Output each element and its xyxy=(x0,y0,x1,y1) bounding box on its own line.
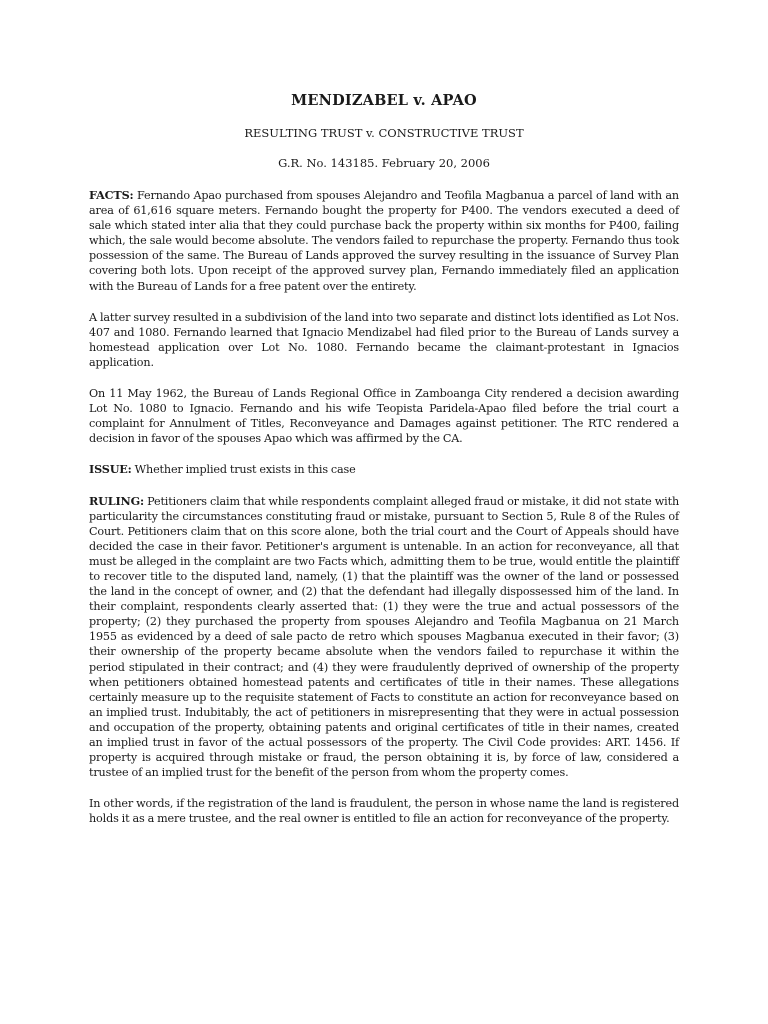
issue-label: ISSUE: xyxy=(89,462,132,477)
case-title: MENDIZABEL v. APAO xyxy=(291,92,477,109)
ruling-paragraph xyxy=(89,494,679,781)
ruling-label: RULING: xyxy=(89,493,145,508)
gr-number: G.R. No. 143185. February 20, 2006 xyxy=(278,156,490,170)
issue-text: Whether implied trust exists in this case xyxy=(131,463,356,477)
facts-text: Fernando Apao purchased from spouses Alejandro and Teofila Magbanua a parcel of land with an area of 61,616 square meters. Fernando bought the property for P400. The vendors executed a deed of sale which stated inter alia that they could purchase back the property within six months for P400, failing which, the sale would become absolute. The vendors failed to repurchase the property. Fernando thus took possession of the same. The Bureau of Lands approved the survey resulting in the issuance of Survey Plan covering both lots. Upon receipt of the approved survey plan, Fernando immediately filed an application with the Bureau of Lands for a free patent over the entirety. xyxy=(89,189,679,293)
case-subtitle: RESULTING TRUST v. CONSTRUCTIVE TRUST xyxy=(244,126,524,140)
facts-label: FACTS: xyxy=(89,188,134,202)
issue-paragraph xyxy=(89,462,679,477)
facts-paragraph xyxy=(89,188,679,294)
document-page xyxy=(89,92,679,842)
subdivision-paragraph: A latter survey resulted in a subdivision of the land into two separate and distinct lots identified as Lot Nos. 407 and 1080. Fernando learned that Ignacio Mendizabel had filed prior to the Bureau of Lands survey a homestead application over Lot No. 1080. Fernando became the claimant-protestant in Ignacios application. xyxy=(89,310,679,369)
ruling-text: Petitioners claim that while respondents complaint alleged fraud or mistake, it did not state with particularity the circumstances constituting fraud or mistake, pursuant to Section 5, Rule 8 of the Rules of Court. Petitioners claim that on this score alone, both the trial court and the Court of Appeals should have decided the case in their favor. Petitioner's argument is untenable. In an action for reconveyance, all that must be alleged in the complaint are two Facts which, admitting them to be true, would entitle the plaintiff to recover title to the disputed land, namely, (1) that the plaintiff was the owner of the land or possessed the land in the concept of owner, and (2) that the defendant had illegally dispossessed him of the land. In their complaint, respondents clearly asserted that: (1) they were the true and actual possessors of the property; (2) they purchased the property from spouses Alejandro and Teofila Magbanua on 21 March 1955 as evidenced by a deed of sale pacto de retro which spouses Magbanua executed in their favor; (3) their ownership of the property became absolute when the vendors failed to repurchase it within the period stipulated in their contract; and (4) they were fraudulently deprived of ownership of the property when petitioners obtained homestead patents and certificates of title in their names. These allegations certainly measure up to the requisite statement of Facts to constitute an action for reconveyance based on an implied trust. Indubitably, the act of petitioners in misrepresenting that they were in actual possession and occupation of the property, obtaining patents and original certificates of title in their names, created an implied trust in favor of the actual possessors of the property. The Civil Code provides: ART. 1456. If property is acquired through mistake or fraud, the person obtaining it is, by force of law, considered a trustee of an implied trust for the benefit of the person from whom the property comes. xyxy=(89,494,679,780)
conclusion-paragraph: In other words, if the registration of the land is fraudulent, the person in whose name the land is registered holds it as a mere trustee, and the real owner is entitled to file an action for reconveyance of the property. xyxy=(89,797,679,826)
decision-paragraph: On 11 May 1962, the Bureau of Lands Regional Office in Zamboanga City rendered a decision awarding Lot No. 1080 to Ignacio. Fernando and his wife Teopista Paridela-Apao filed before the trial court a complaint for Annulment of Titles, Reconveyance and Damages against petitioner. The RTC rendered a decision in favor of the spouses Apao which was affirmed by the CA. xyxy=(89,387,679,446)
